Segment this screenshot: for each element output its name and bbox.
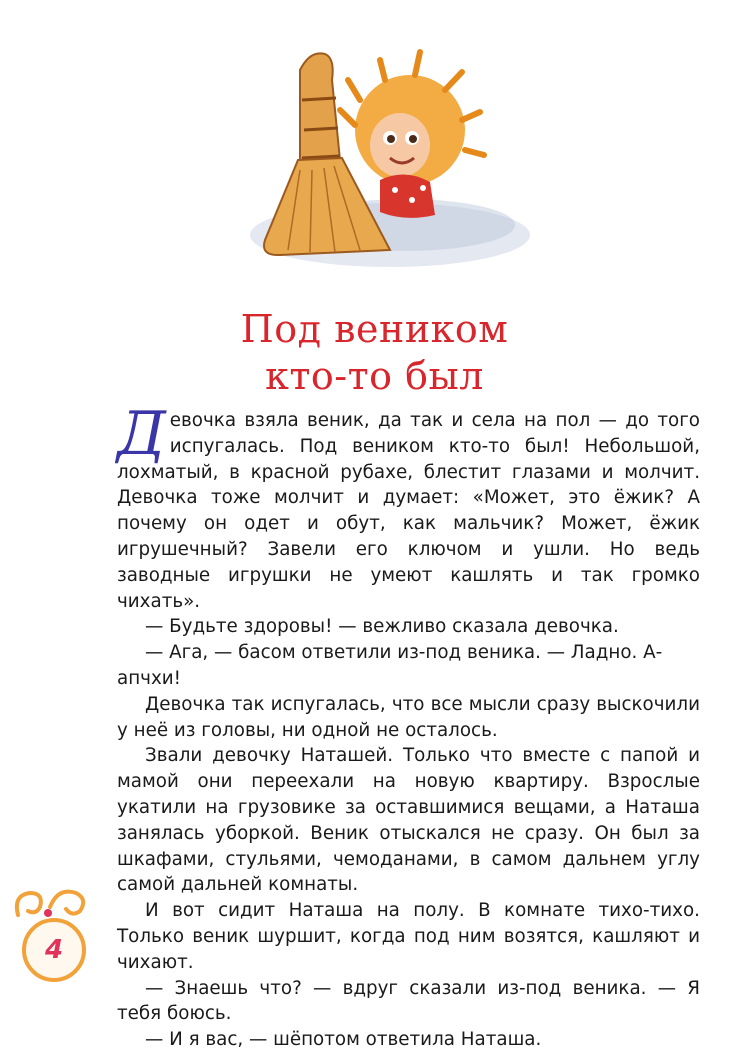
paragraph-6: И вот сидит Наташа на полу. В комнате тихо-тихо. Только веник шуршит, когда под ним возятся, кашляют и чихают. (117, 900, 700, 973)
broom-character-illustration (240, 40, 530, 275)
story-title (0, 306, 749, 400)
dropcap-letter: Д (117, 399, 166, 469)
page-number: 4 (22, 918, 86, 982)
character (340, 52, 484, 218)
paragraph-2: — Будьте здоровы! — вежливо сказала девочка. (145, 616, 619, 638)
paragraph-4: Девочка так испугалась, что все мысли сразу выскочили у неё из головы, ни одной не осталось. (117, 693, 700, 741)
paragraph-3: — Ага, — басом ответили из-под веника. — Ладно. А-апчхи! (117, 642, 663, 689)
paragraph-8: — И я вас, — шёпотом ответила Наташа. (145, 1029, 542, 1051)
title-line-1: Под веником (240, 307, 509, 351)
story-text (117, 399, 700, 1053)
paragraph-1-text: евочка взяла веник, да так и села на пол — до того испугалась. Под веником кто-то был! Небольшой, лохматый, в красной рубахе, блестит глазами и молчит. Девочка тоже молчит и думает: «Может, это ёжик? А почему он одет и обут, как мальчик? Может, ёжик игрушечный? Завели его ключом и ушли. Но ведь заводные игрушки не умеют кашлять и так громко чихать». (117, 410, 700, 612)
paragraph-5: Звали девочку Наташей. Только что вместе с папой и мамой они переехали на новую квартиру. Взрослые укатили на грузовике за оставшимися вещами, а Наташа занялась уборкой. Веник отыскался не сразу. Он был за шкафами, стульями, чемоданами, в самом дальнем углу самой дальней комнаты. (117, 745, 700, 896)
paragraph-1 (117, 399, 700, 614)
title-line-2: кто-то был (265, 354, 484, 398)
paragraph-7: — Знаешь что? — вдруг сказали из-под веника. — Я тебя боюсь. (117, 977, 700, 1025)
